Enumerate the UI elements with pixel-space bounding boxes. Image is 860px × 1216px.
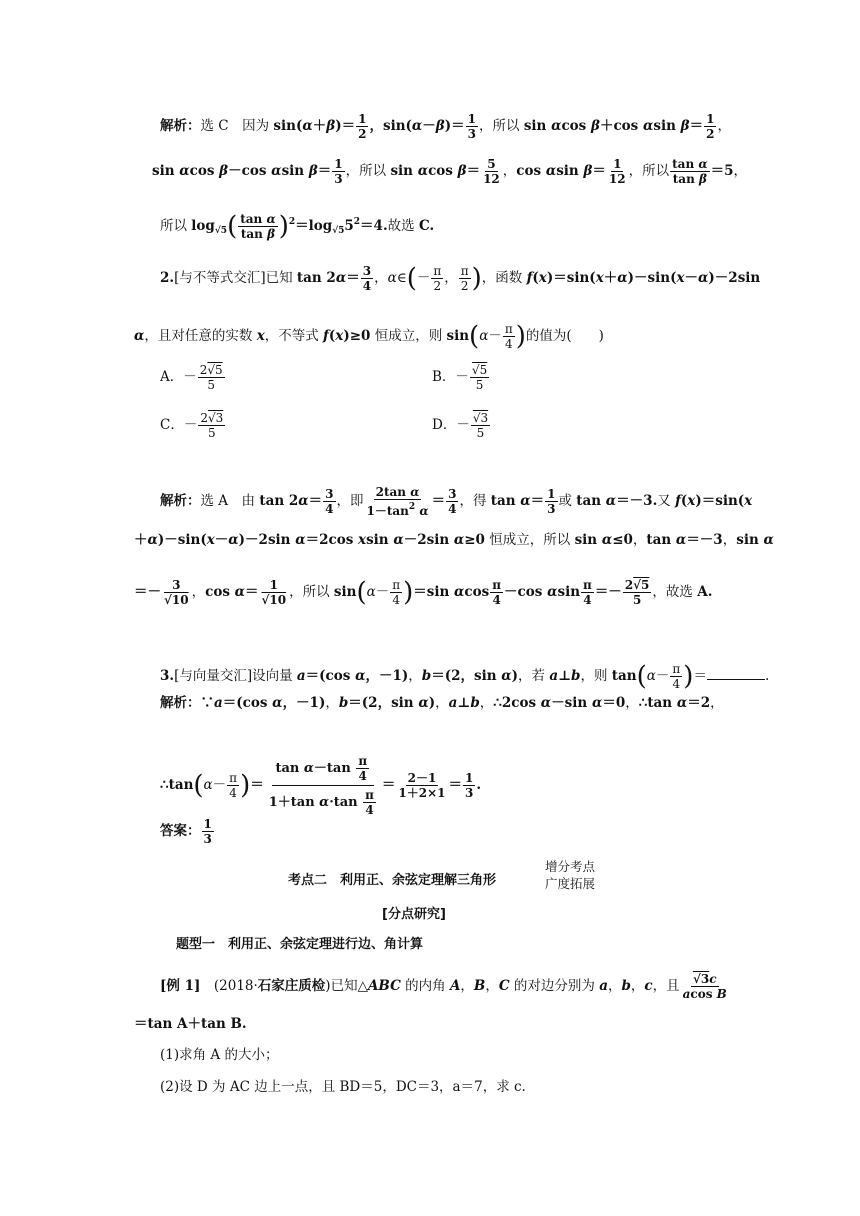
section-tag-line1: 增分考点 <box>545 859 596 874</box>
example-1-part1: (1)求角 A 的大小； <box>160 1047 279 1063</box>
section-title: 考点二 利用正、余弦定理解三角形 <box>288 873 497 888</box>
sub-research-heading: [分点研究] <box>382 907 446 922</box>
example-1-line1: [例 1] (2018·石家庄质检)已知△ABC 的内角 A，B，C 的对边分别为 a，b，c，且 $\frac{√3c}{\text{acos B}}$ <box>160 972 727 1001</box>
solution-q3-line2: ∴tan(α－ $\frac{\pi}{4}$ )＝ tan α－tan $\frac{\pi}{4}$ 1＋tan α·tan $\frac{\pi}{4}$ ＝ $\frac{2-1}{1+2\times 1}$ ＝ $\frac{1}{3}$ . <box>160 754 482 817</box>
solution-q2-line3: ＝－ $\frac{3}{√10}$ ，cos α＝ $\frac{1}{√10}$ ，所以 sin(α－ $\frac{\pi}{4}$ )＝sin αcos $\frac{\pi}{4}$ －cos αsin $\frac{\pi}{4}$ ＝－ $\frac{2√5}{5}$ ，故选 A. <box>134 577 713 608</box>
question-2-line1: 2.[与不等式交汇]已知 tan 2α＝ $\frac{3}{4}$ ，α∈(－ $\frac{\pi}{2}$ ， $\frac{\pi}{2}$ )，函数 f(x)＝sin(x＋α)－sin(x－α)－2sin <box>160 263 761 294</box>
question-3: 3.[与向量交汇]设向量 a＝(cos α，－1)，b＝(2，sin α)，若 a⊥b，则 tan(α－ $\frac{\pi}{4}$ )＝ . <box>160 661 770 692</box>
solution-q2-line1: 解析：选 A 由 tan 2α＝ $\frac{3}{4}$ ，即 $\frac{\text{2tan α}}{1-\tan^2 \alpha}$ ＝ $\frac{3}{4}$ ，得 tan α＝ $\frac{1}{3}$ 或 tan α＝－3.又 f(x)＝sin(x <box>160 485 753 518</box>
answer-blank[interactable] <box>707 665 765 680</box>
example-1-part2: (2)设 D 为 AC 边上一点，且 BD＝5，DC＝3，a＝7，求 c. <box>160 1079 526 1095</box>
solution-q2-line2: ＋α)－sin(x－α)－2sin α＝2cos xsin α－2sin α≥0 恒成立，所以 sin α≤0，tan α＝－3，sin α <box>134 532 774 548</box>
solution-q3-line1: 解析：∵a＝(cos α，－1)，b＝(2，sin α)，a⊥b，∴2cos α－sin α＝0，∴tan α＝2， <box>160 695 724 711</box>
solution-q1-line2: sin αcos β－cos αsin β＝ $\frac{1}{3}$ ，所以 sin αcos β＝ $\frac{5}{12}$ ，cos αsin β＝ $\frac{1}{12}$ ，所以 $\frac{\text{tan α}}{\text{tan β}}$ ＝5， <box>152 157 747 186</box>
option-a[interactable]: A．－ $\frac{2√5}{5}$ <box>160 363 223 392</box>
option-b[interactable]: B．－ $\frac{√5}{5}$ <box>432 363 488 392</box>
example-1-line2: ＝tan A＋tan B. <box>134 1016 247 1032</box>
solution-q1-line1: 解析：选 C 因为 sin(α＋β)＝ $\frac{1}{2}$ ，sin(α－β)＝ $\frac{1}{3}$ ，所以 sin αcos β＋cos αsin β＝ $\frac{1}{2}$ ， <box>160 112 731 141</box>
solution-q1-line3: 所以 $\log_{√5}$( $\frac{\text{tan α}}{\text{tan β}}$ )$^2=\log_{√5}5^2=4$.故选 C. <box>160 211 435 242</box>
answer-q3: 答案： $\frac{1}{3}$ <box>160 817 212 846</box>
option-c[interactable]: C．－ $\frac{2√3}{5}$ <box>160 411 224 440</box>
section-tag-line2: 广度拓展 <box>545 876 596 891</box>
option-d[interactable]: D．－ $\frac{√3}{5}$ <box>432 411 489 440</box>
question-2-line2: α，且对任意的实数 x，不等式 f(x)≥0 恒成立，则 sin(α－ $\frac{\pi}{4}$ )的值为( ) <box>134 321 604 352</box>
question-type-heading: 题型一 利用正、余弦定理进行边、角计算 <box>176 937 424 952</box>
section-tag <box>545 858 595 892</box>
